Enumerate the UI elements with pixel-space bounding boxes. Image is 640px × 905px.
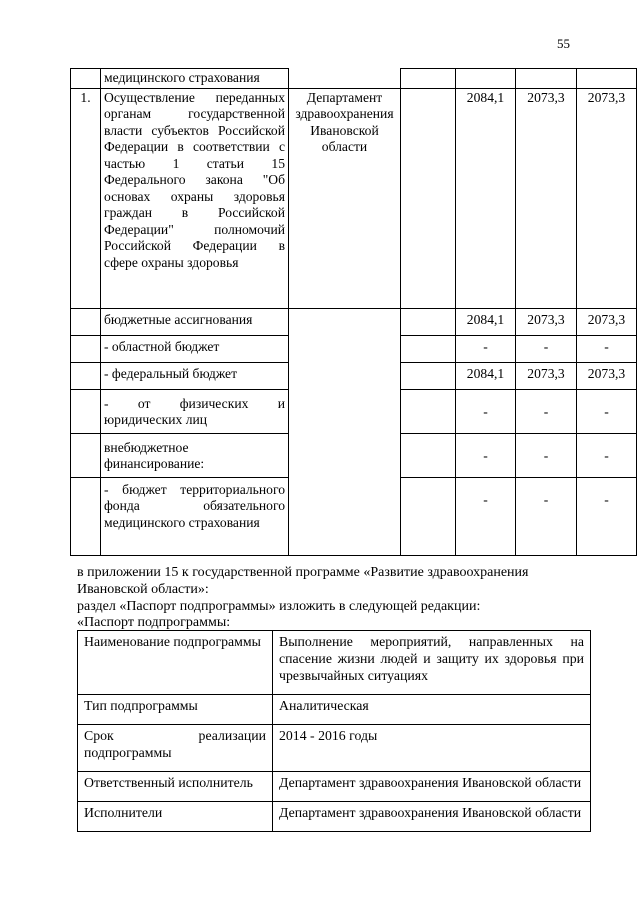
- table-row: [78, 772, 591, 802]
- value-cell: 2073,3: [516, 308, 577, 335]
- row-label: - федеральный бюджет: [101, 362, 289, 389]
- passport-value: Аналитическая: [273, 695, 591, 725]
- value-cell: -: [456, 335, 516, 362]
- value-cell: -: [456, 389, 516, 433]
- value-cell: -: [577, 335, 637, 362]
- value-cell: 2073,3: [577, 362, 637, 389]
- value-cell: -: [577, 477, 637, 555]
- value-cell: -: [577, 433, 637, 477]
- table-row: [71, 433, 637, 477]
- row-label: внебюджетное финансирование:: [101, 433, 289, 477]
- amendment-paragraph: в приложении 15 к государственной программе «Развитие здравоохранения Ивановской области»:: [77, 565, 529, 597]
- table-row: [71, 362, 637, 389]
- value-cell: -: [456, 433, 516, 477]
- passport-heading: «Паспорт подпрограммы:: [77, 615, 231, 630]
- value-cell: -: [516, 389, 577, 433]
- table-row: [71, 389, 637, 433]
- value-cell: -: [516, 433, 577, 477]
- page-number: 55: [557, 36, 570, 51]
- table-row: [78, 725, 591, 772]
- table-row: [78, 695, 591, 725]
- table-row: [71, 88, 637, 308]
- passport-table: [77, 630, 591, 832]
- value-cell: 2073,3: [516, 88, 577, 308]
- passport-label: Исполнители: [78, 802, 273, 832]
- value-cell: 2073,3: [577, 308, 637, 335]
- value-cell: 2084,1: [456, 88, 516, 308]
- value-cell: -: [456, 477, 516, 555]
- passport-label: Тип подпрограммы: [78, 695, 273, 725]
- passport-value: Департамент здравоохранения Ивановской области: [273, 802, 591, 832]
- row-label: - областной бюджет: [101, 335, 289, 362]
- executor: Департамент здравоохранения Ивановской области: [289, 88, 401, 308]
- table-row: [71, 308, 637, 335]
- passport-label: Ответственный исполнитель: [78, 772, 273, 802]
- value-cell: -: [516, 335, 577, 362]
- activity-description: Осуществление переданных органам государственной власти субъектов Российской Федерации в соответствии с частью 1 статьи 15 Федерального закона "Об основах охраны здоровья граждан в Российской Федерации" полномочий Российской Федерации в сфере охраны здоровья: [101, 88, 289, 308]
- value-cell: -: [577, 389, 637, 433]
- value-cell: 2084,1: [456, 308, 516, 335]
- table-row: [71, 69, 637, 89]
- table-row: [71, 335, 637, 362]
- passport-label: Срок реализации подпрограммы: [78, 725, 273, 772]
- value-cell: 2073,3: [516, 362, 577, 389]
- table-row: [78, 631, 591, 695]
- row-number: 1.: [71, 88, 101, 308]
- table-row: [78, 802, 591, 832]
- passport-value: 2014 - 2016 годы: [273, 725, 591, 772]
- passport-value: Выполнение мероприятий, направленных на спасение жизни людей и защиту их здоровья при чрезвычайных ситуациях: [273, 631, 591, 695]
- row-label: бюджетные ассигнования: [101, 308, 289, 335]
- row-label: - бюджет территориального фонда обязательного медицинского страхования: [101, 477, 289, 555]
- passport-label: Наименование подпрограммы: [78, 631, 273, 695]
- passport-value: Департамент здравоохранения Ивановской области: [273, 772, 591, 802]
- value-cell: 2084,1: [456, 362, 516, 389]
- value-cell: -: [516, 477, 577, 555]
- value-cell: 2073,3: [577, 88, 637, 308]
- program-table: [70, 68, 637, 556]
- continuation-label: медицинского страхования: [101, 69, 289, 89]
- table-row: [71, 477, 637, 555]
- amendment-paragraph: раздел «Паспорт подпрограммы» изложить в следующей редакции:: [77, 599, 481, 614]
- row-label: - от физических и юридических лиц: [101, 389, 289, 433]
